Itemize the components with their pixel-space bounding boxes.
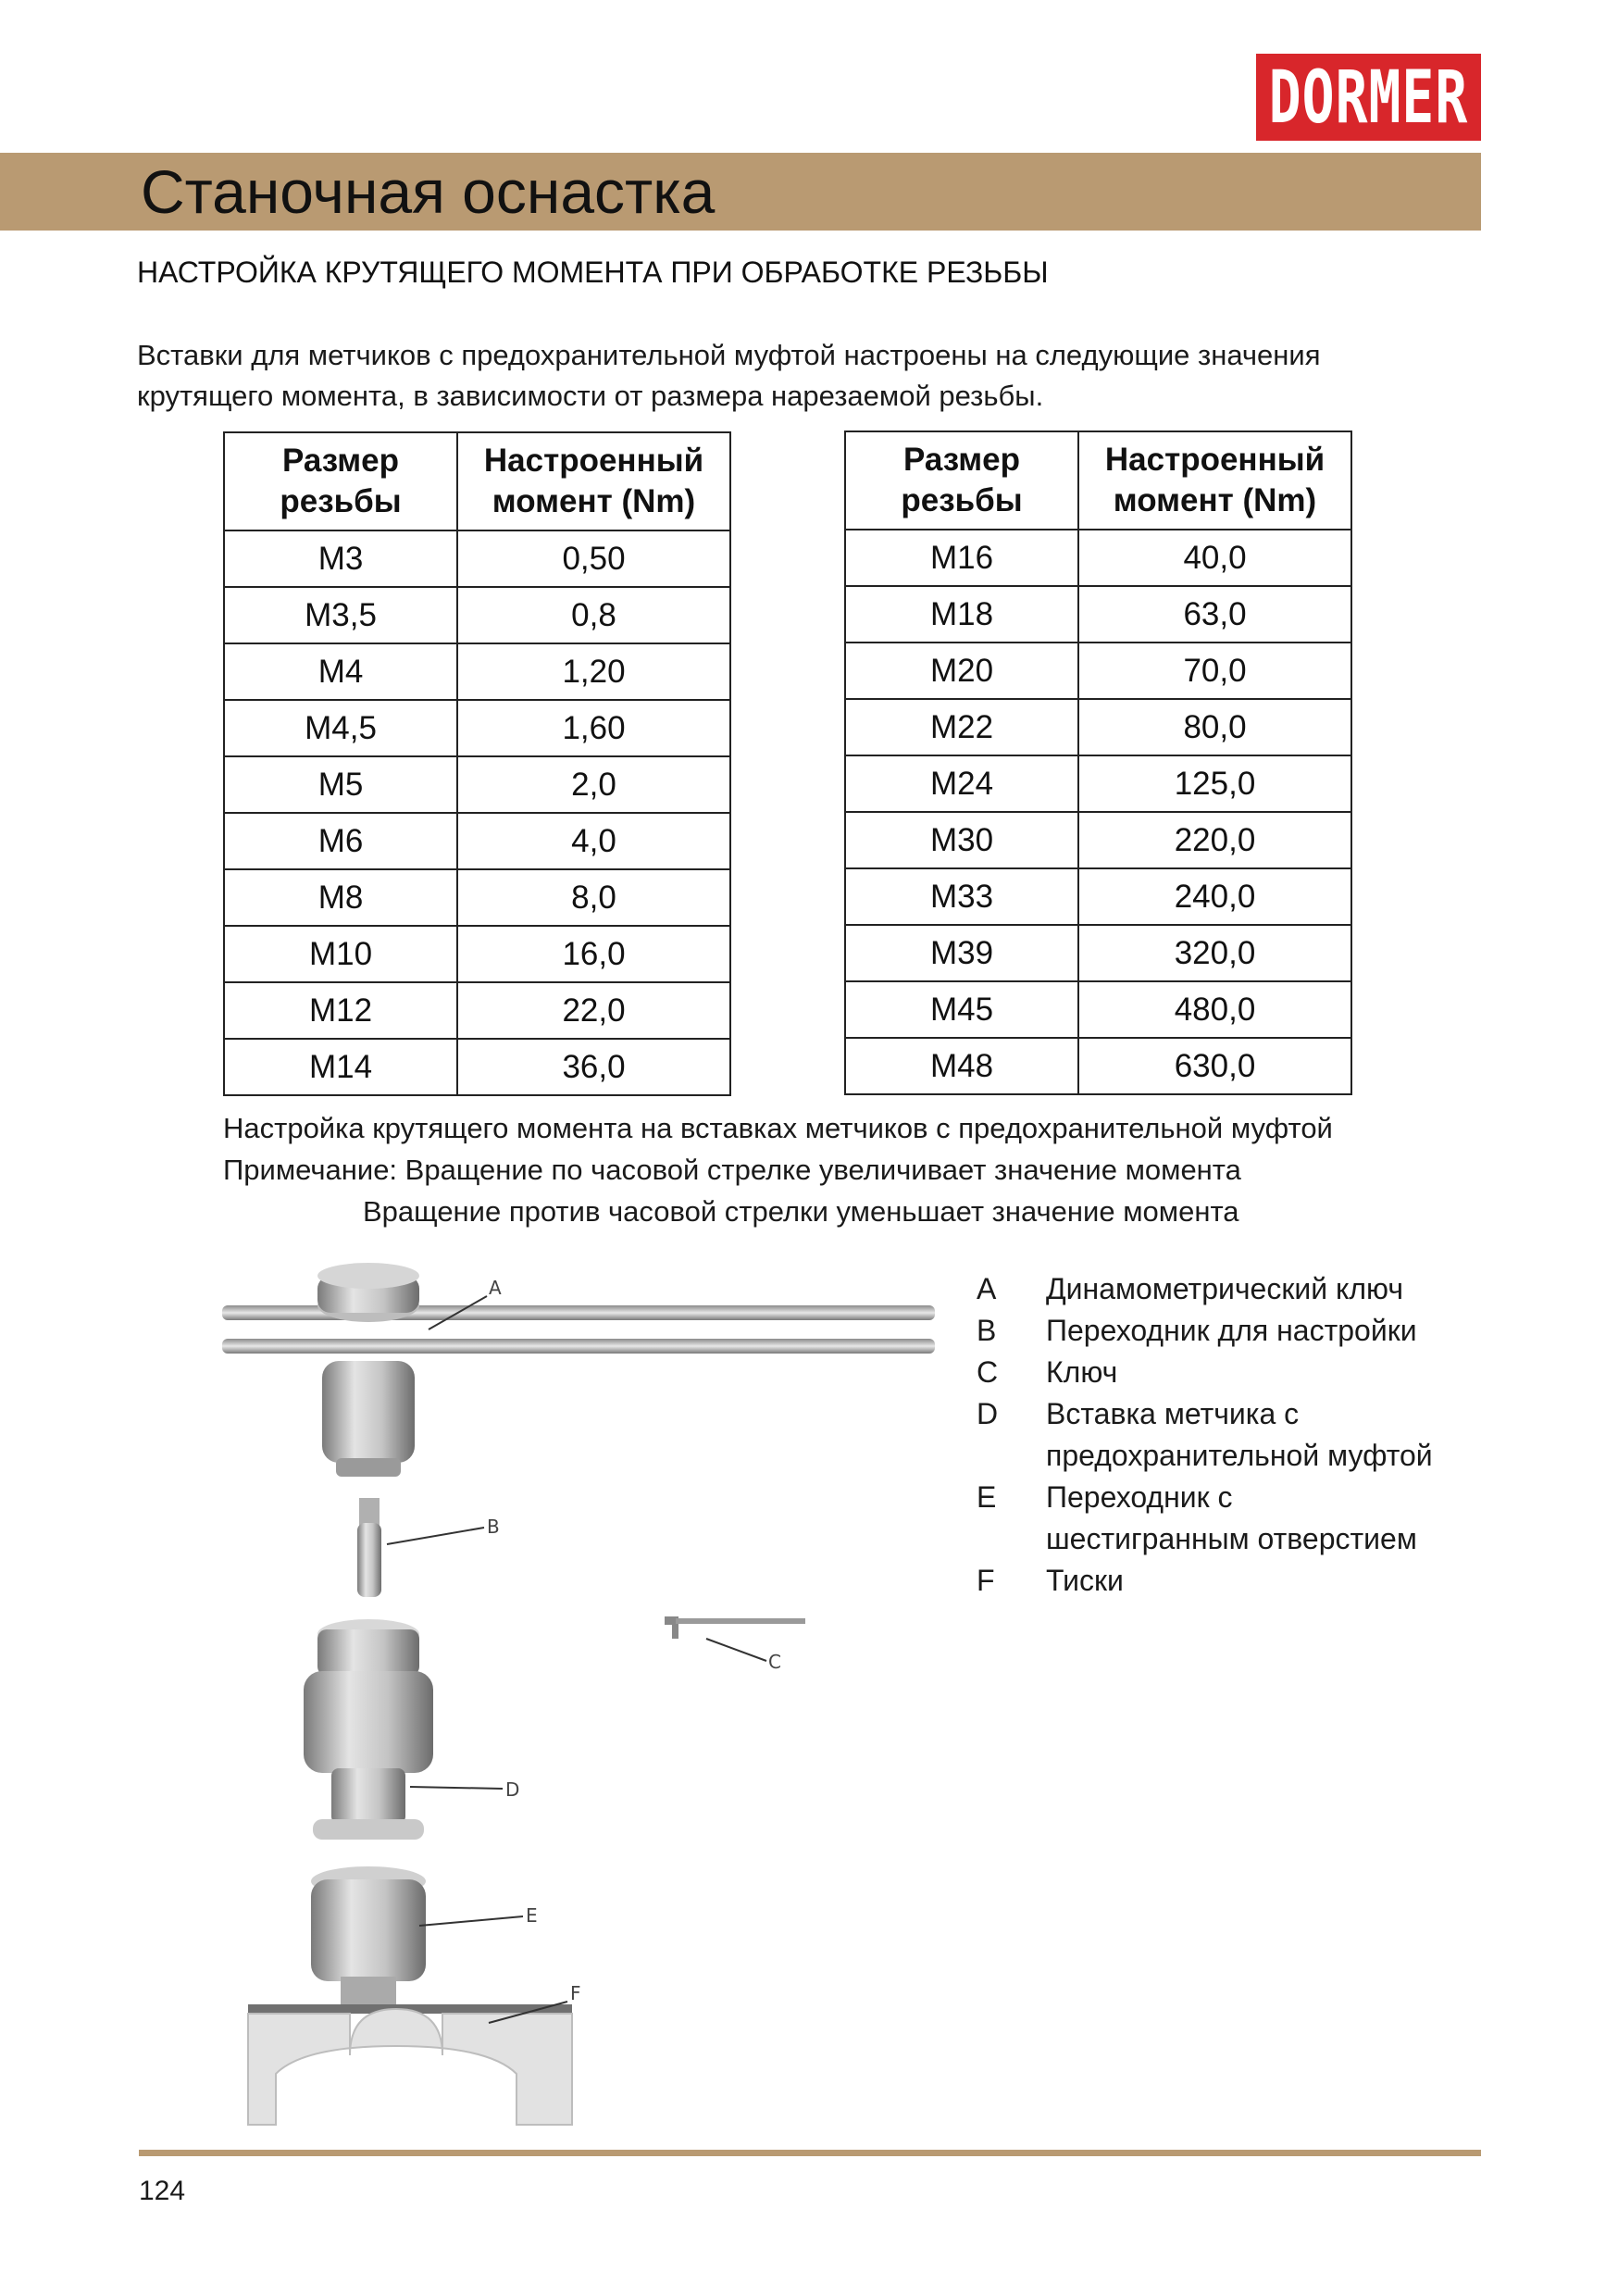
legend-item [977, 1393, 1527, 1477]
legend-line: Вставка метчика с [1046, 1397, 1300, 1430]
page-title: Станочная оснастка [141, 157, 716, 226]
page-number: 124 [139, 2176, 186, 2206]
intro-line: Вставки для метчиков с предохранительной муфтой настроены на следующие значения [137, 339, 1321, 371]
tap-holder-part [322, 1361, 415, 1477]
table-row [224, 1039, 730, 1095]
legend-text [1046, 1352, 1527, 1393]
thread-size-cell: M4 [224, 643, 457, 700]
legend-line: Тиски [1046, 1564, 1124, 1597]
key-part [665, 1616, 805, 1639]
thread-size-cell: M8 [224, 869, 457, 926]
legend-letter: A [977, 1272, 997, 1305]
table-row [224, 700, 730, 756]
table-row [845, 868, 1351, 925]
legend-letter: C [977, 1355, 999, 1389]
thread-size-cell: M12 [224, 982, 457, 1039]
vice-part [248, 2004, 572, 2125]
torque-cell: 0,8 [457, 587, 730, 643]
thread-size-cell: M5 [224, 756, 457, 813]
thread-size-cell: M6 [224, 813, 457, 869]
table-row [845, 1038, 1351, 1094]
thread-size-cell: M3,5 [224, 587, 457, 643]
note-line: Вращение против часовой стрелки уменьшает значение момента [363, 1195, 1239, 1228]
header-set-torque: Настроенный момент (Nm) [1078, 431, 1351, 530]
torque-cell: 320,0 [1078, 925, 1351, 981]
table-row [224, 756, 730, 813]
tap-insert-part [304, 1619, 433, 1840]
legend-line: Переходник с [1046, 1480, 1233, 1514]
thread-size-cell: M14 [224, 1039, 457, 1095]
illustration-label-d: D [505, 1778, 520, 1801]
legend-letter: F [977, 1564, 995, 1597]
note-line: Настройка крутящего момента на вставках метчиков с предохранительной муфтой [223, 1112, 1333, 1144]
illustration-label-e: E [526, 1904, 538, 1927]
legend-text [1046, 1268, 1527, 1310]
table-row [845, 643, 1351, 699]
table-row [224, 926, 730, 982]
torque-cell: 80,0 [1078, 699, 1351, 755]
torque-cell: 0,50 [457, 530, 730, 587]
setting-adapter-part [357, 1498, 381, 1597]
table-row [845, 981, 1351, 1038]
thread-size-cell: M18 [845, 586, 1078, 643]
illustration-label-c: C [768, 1651, 781, 1673]
torque-table-right [844, 430, 1352, 1095]
legend-letter: E [977, 1480, 997, 1514]
section-subtitle: НАСТРОЙКА КРУТЯЩЕГО МОМЕНТА ПРИ ОБРАБОТКЕ РЕЗЬБЫ [137, 256, 1049, 289]
legend-text [1046, 1393, 1527, 1477]
torque-wrench-part [222, 1263, 935, 1354]
intro-line: крутящего момента, в зависимости от размера нарезаемой резьбы. [137, 380, 1044, 412]
legend-line: Ключ [1046, 1355, 1118, 1389]
thread-size-cell: M39 [845, 925, 1078, 981]
torque-cell: 4,0 [457, 813, 730, 869]
legend-line: Динамометрический ключ [1046, 1272, 1403, 1305]
torque-cell: 480,0 [1078, 981, 1351, 1038]
legend-text [1046, 1477, 1527, 1560]
dormer-logo [1256, 54, 1481, 141]
torque-cell: 125,0 [1078, 755, 1351, 812]
torque-setup-illustration [211, 1250, 952, 2129]
header-thread-size: Размер резьбы [845, 431, 1078, 530]
thread-size-cell: M10 [224, 926, 457, 982]
thread-size-cell: M16 [845, 530, 1078, 586]
leader-lines [387, 1296, 766, 2023]
legend-line: шестигранным отверстием [1046, 1522, 1417, 1555]
intro-paragraph [137, 335, 1321, 417]
table-row [845, 530, 1351, 586]
thread-size-cell: M48 [845, 1038, 1078, 1094]
illustration-label-b: B [487, 1516, 500, 1538]
legend-item [977, 1268, 1527, 1310]
torque-cell: 630,0 [1078, 1038, 1351, 1094]
legend-line: Переходник для настройки [1046, 1314, 1417, 1347]
legend-item [977, 1560, 1527, 1602]
legend-letter: B [977, 1314, 997, 1347]
torque-cell: 240,0 [1078, 868, 1351, 925]
torque-cell: 2,0 [457, 756, 730, 813]
thread-size-cell: M3 [224, 530, 457, 587]
illustration-label-f: F [570, 1982, 581, 2004]
table-row [224, 587, 730, 643]
table-row [845, 699, 1351, 755]
table-row [845, 586, 1351, 643]
legend-text [1046, 1560, 1527, 1602]
table-row [224, 643, 730, 700]
thread-size-cell: M20 [845, 643, 1078, 699]
thread-size-cell: M24 [845, 755, 1078, 812]
header-banner [0, 153, 1481, 231]
torque-cell: 36,0 [457, 1039, 730, 1095]
footer-divider [139, 2150, 1481, 2156]
table-row [224, 982, 730, 1039]
torque-cell: 22,0 [457, 982, 730, 1039]
thread-size-cell: M33 [845, 868, 1078, 925]
hex-adapter-part [311, 1866, 426, 2004]
torque-cell: 1,60 [457, 700, 730, 756]
table-row [224, 813, 730, 869]
table-row [845, 755, 1351, 812]
legend-text [1046, 1310, 1527, 1352]
torque-cell: 8,0 [457, 869, 730, 926]
table-header-row [845, 431, 1351, 530]
note-line: Примечание: Вращение по часовой стрелке увеличивает значение момента [223, 1154, 1241, 1186]
legend-item [977, 1352, 1527, 1393]
thread-size-cell: M45 [845, 981, 1078, 1038]
table-row [224, 530, 730, 587]
table-row [224, 869, 730, 926]
torque-cell: 70,0 [1078, 643, 1351, 699]
component-legend [977, 1268, 1527, 1602]
legend-letter: D [977, 1397, 999, 1430]
header-set-torque: Настроенный момент (Nm) [457, 432, 730, 530]
table-row [845, 812, 1351, 868]
header-thread-size: Размер резьбы [224, 432, 457, 530]
torque-cell: 63,0 [1078, 586, 1351, 643]
thread-size-cell: M30 [845, 812, 1078, 868]
thread-size-cell: M22 [845, 699, 1078, 755]
torque-cell: 16,0 [457, 926, 730, 982]
torque-cell: 1,20 [457, 643, 730, 700]
legend-item [977, 1310, 1527, 1352]
logo-text: DORMER [1268, 55, 1469, 140]
table-header-row [224, 432, 730, 530]
torque-cell: 40,0 [1078, 530, 1351, 586]
thread-size-cell: M4,5 [224, 700, 457, 756]
torque-table-left [223, 431, 731, 1096]
illustration-label-a: A [489, 1277, 502, 1299]
torque-cell: 220,0 [1078, 812, 1351, 868]
legend-item [977, 1477, 1527, 1560]
legend-line: предохранительной муфтой [1046, 1439, 1433, 1472]
table-row [845, 925, 1351, 981]
